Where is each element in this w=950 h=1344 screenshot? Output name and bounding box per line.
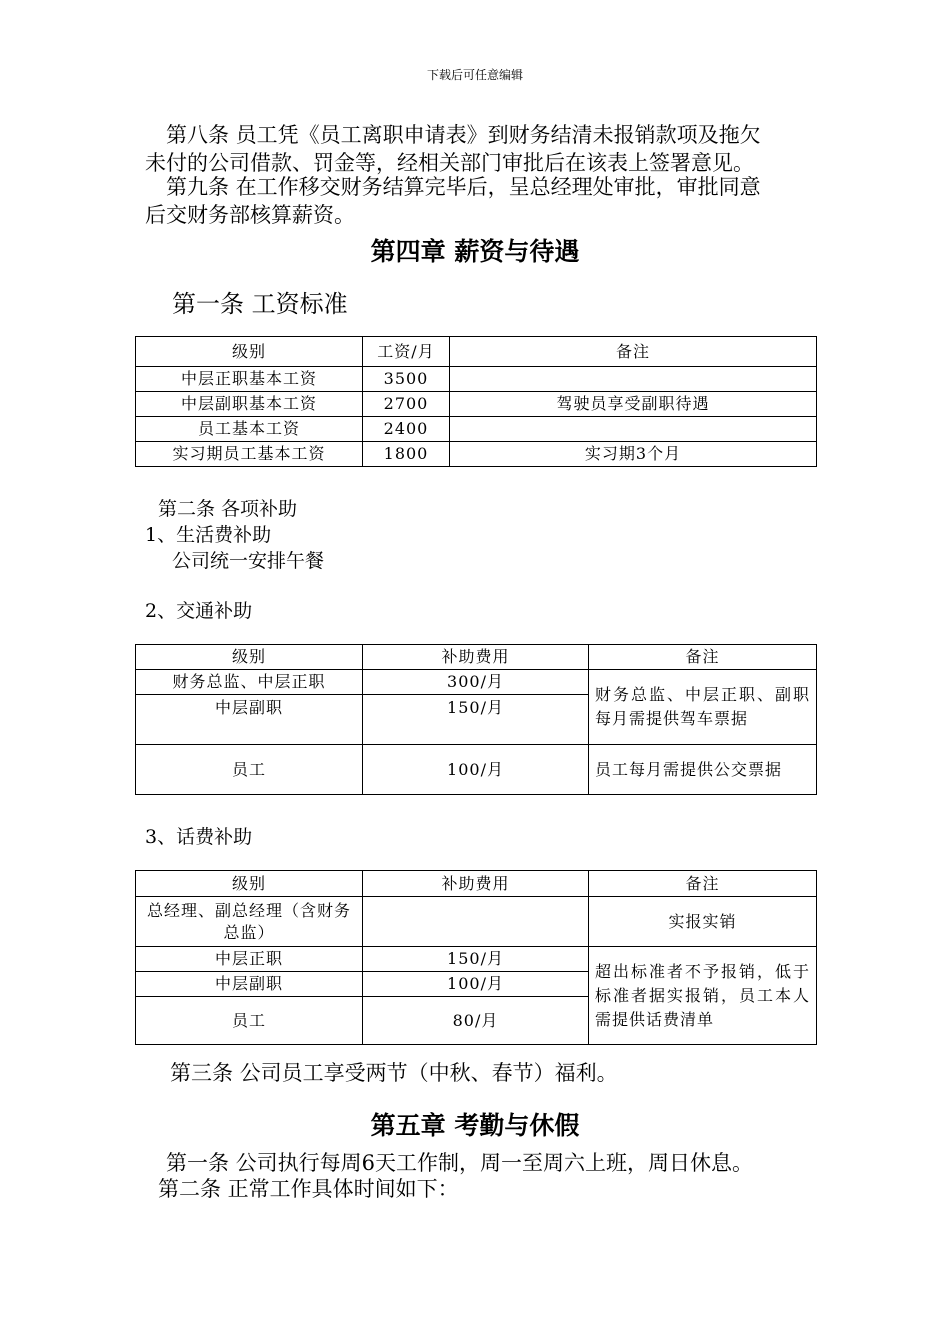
remark-cell: 实习期3个月 <box>450 442 817 467</box>
remark-cell: 财务总监、中层正职、副职每月需提供驾车票据 <box>589 670 817 745</box>
header-remark: 备注 <box>589 645 817 670</box>
remark-cell <box>450 417 817 442</box>
remark-cell: 员工每月需提供公交票据 <box>589 745 817 795</box>
salary-cell: 2700 <box>363 392 450 417</box>
remark-cell: 驾驶员享受副职待遇 <box>450 392 817 417</box>
level-cell: 实习期员工基本工资 <box>136 442 363 467</box>
table-row <box>136 442 817 467</box>
workweek-article: 第一条 公司执行每周6天工作制，周一至周六上班，周日休息。 <box>166 1151 754 1175</box>
chapter-4-title: 第四章 薪资与待遇 <box>370 237 580 266</box>
amount-cell: 150/月 <box>363 947 589 972</box>
header-remark: 备注 <box>589 871 817 897</box>
article-8-line-1: 第八条 员工凭《员工离职申请表》到财务结清未报销款项及拖欠 <box>166 123 761 147</box>
table-header-row <box>136 337 817 367</box>
salary-cell: 1800 <box>363 442 450 467</box>
transport-table <box>135 644 817 795</box>
remark-cell: 超出标准者不予报销，低于标准者据实报销，员工本人需提供话费清单 <box>589 947 817 1045</box>
table-row <box>136 392 817 417</box>
work-hours-article: 第二条 正常工作具体时间如下： <box>158 1177 459 1201</box>
table-header-row <box>136 645 817 670</box>
header-amount: 补助费用 <box>363 645 589 670</box>
salary-cell: 2400 <box>363 417 450 442</box>
benefits-article: 第三条 公司员工享受两节（中秋、春节）福利。 <box>170 1061 618 1085</box>
phone-allowance-heading: 3、话费补助 <box>145 826 253 848</box>
amount-cell: 100/月 <box>363 745 589 795</box>
article-8-line-2: 未付的公司借款、罚金等，经相关部门审批后在该表上签署意见。 <box>145 151 754 175</box>
table-row <box>136 897 817 947</box>
chapter-5-title: 第五章 考勤与休假 <box>370 1111 580 1140</box>
salary-table <box>135 336 817 467</box>
amount-cell: 150/月 <box>363 695 589 745</box>
header-remark: 备注 <box>450 337 817 367</box>
amount-cell: 100/月 <box>363 972 589 997</box>
table-row <box>136 417 817 442</box>
phone-table <box>135 870 817 1045</box>
remark-cell <box>450 367 817 392</box>
level-cell: 财务总监、中层正职 <box>136 670 363 695</box>
level-cell: 员工 <box>136 745 363 795</box>
living-allowance-heading: 1、生活费补助 <box>145 524 272 546</box>
level-cell: 总经理、副总经理（含财务总监） <box>136 897 363 947</box>
table-header-row <box>136 871 817 897</box>
living-allowance-text: 公司统一安排午餐 <box>172 550 325 572</box>
table-row <box>136 745 817 795</box>
level-cell: 中层正职基本工资 <box>136 367 363 392</box>
amount-cell: 80/月 <box>363 997 589 1045</box>
remark-cell: 实报实销 <box>589 897 817 947</box>
header-level: 级别 <box>136 645 363 670</box>
level-cell: 员工基本工资 <box>136 417 363 442</box>
header-level: 级别 <box>136 871 363 897</box>
level-cell: 员工 <box>136 997 363 1045</box>
level-cell: 中层副职 <box>136 695 363 745</box>
level-cell: 中层副职 <box>136 972 363 997</box>
salary-standard-heading: 第一条 工资标准 <box>172 290 348 318</box>
amount-cell: 300/月 <box>363 670 589 695</box>
level-cell: 中层副职基本工资 <box>136 392 363 417</box>
table-row <box>136 947 817 972</box>
article-9-line-1: 第九条 在工作移交财务结算完毕后，呈总经理处审批，审批同意 <box>166 175 761 199</box>
table-row <box>136 367 817 392</box>
page-header: 下载后可任意编辑 <box>426 68 523 82</box>
amount-cell <box>363 897 589 947</box>
article-9-line-2: 后交财务部核算薪资。 <box>145 203 355 227</box>
header-level: 级别 <box>136 337 363 367</box>
allowances-heading: 第二条 各项补助 <box>158 498 298 520</box>
transport-allowance-heading: 2、交通补助 <box>145 600 253 622</box>
salary-cell: 3500 <box>363 367 450 392</box>
table-row <box>136 670 817 695</box>
header-amount: 补助费用 <box>363 871 589 897</box>
level-cell: 中层正职 <box>136 947 363 972</box>
header-salary: 工资/月 <box>363 337 450 367</box>
